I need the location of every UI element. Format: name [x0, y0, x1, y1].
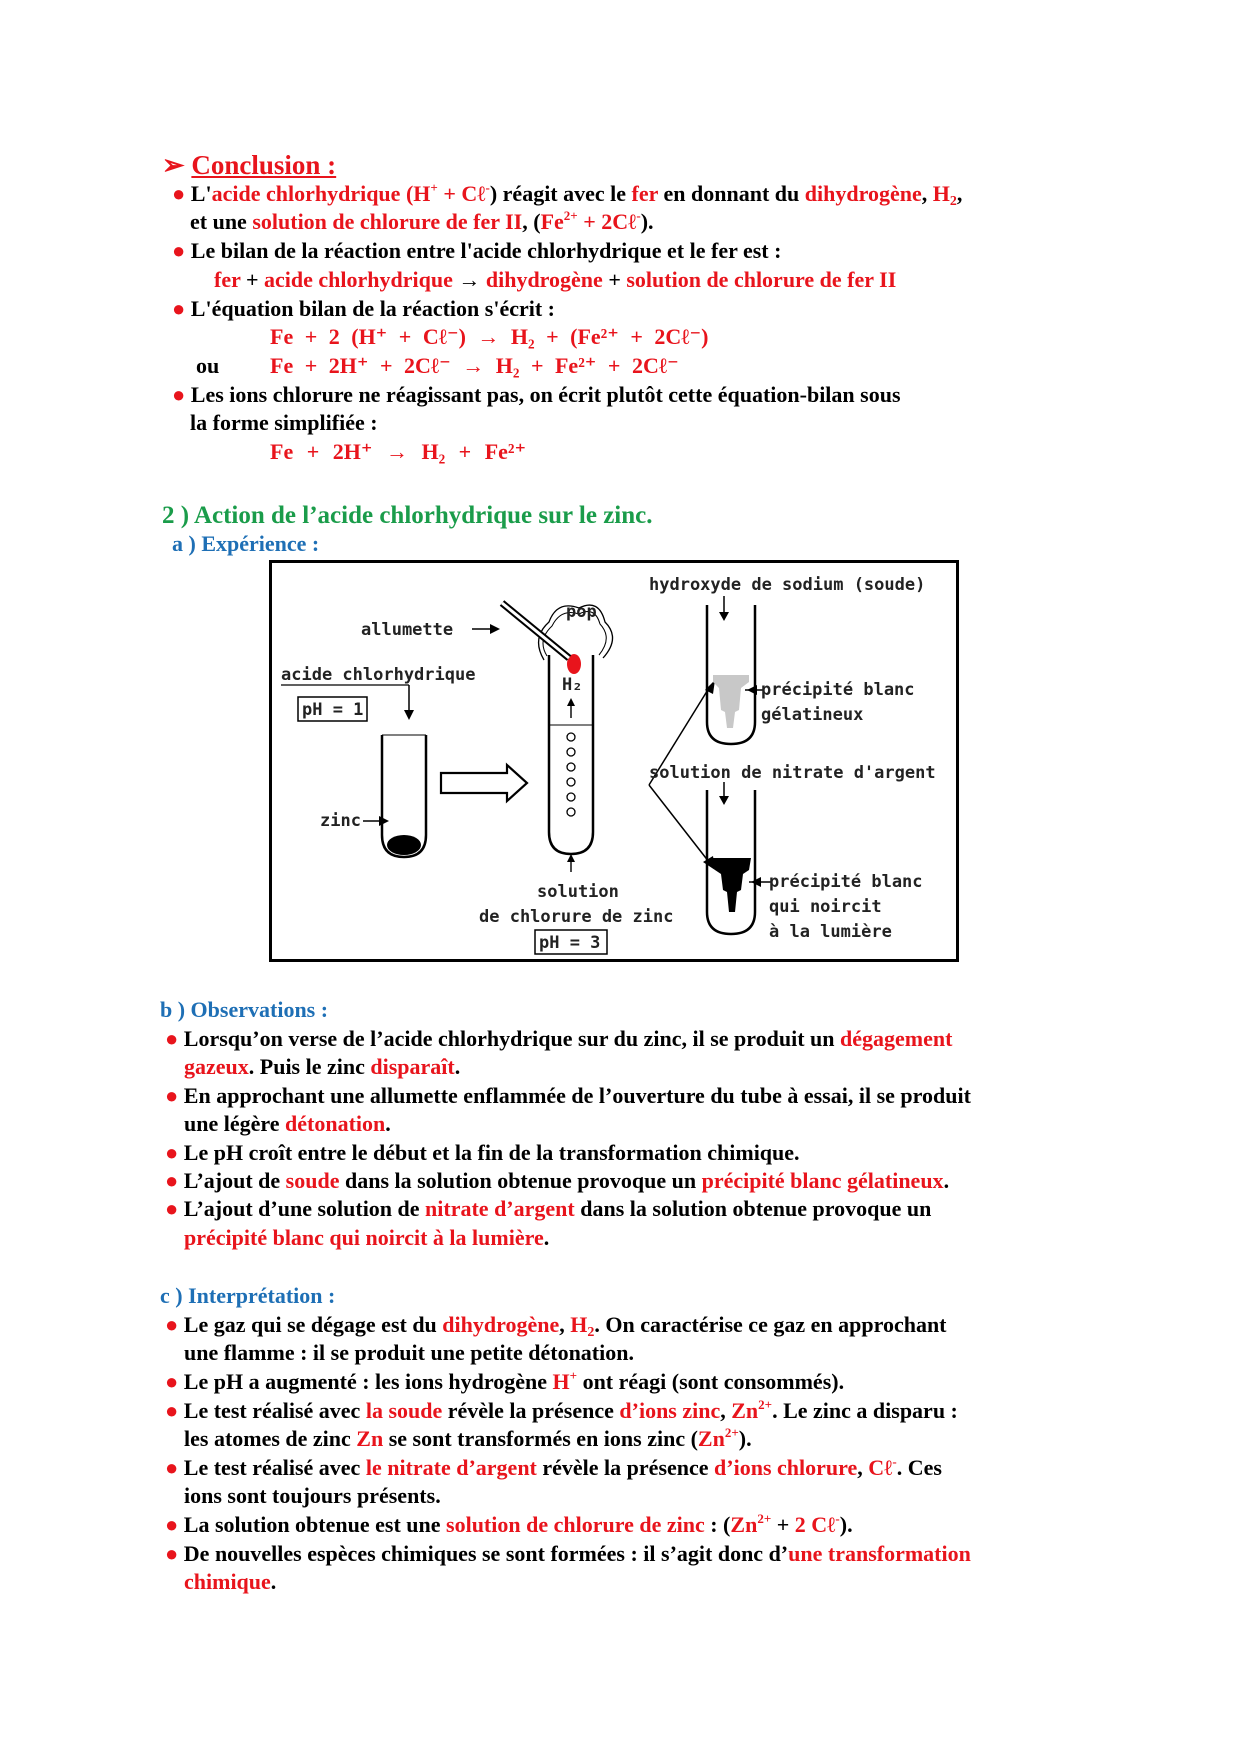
label-pop: pop — [566, 602, 597, 622]
label-acide: acide chlorhydrique — [281, 665, 476, 685]
observation-2-l2: une légère détonation. — [184, 1111, 391, 1136]
interpretation-3-l2: les atomes de zinc Zn se sont transformés en ions zinc $(Zn^{2+})$. — [184, 1425, 752, 1451]
label-nitrate: solution de nitrate d'argent — [649, 763, 936, 783]
conclusion-p3: ● Le bilan de la réaction entre l'acide chlorhydrique et le fer est : — [172, 238, 782, 263]
equation-2: Fe + 2H⁺ + 2Cℓ⁻ → H₂ + Fe²⁺ + 2Cℓ⁻ — [270, 353, 679, 378]
subsection-b-title: b ) Observations : — [160, 997, 329, 1022]
label-precipite2-l3: à la lumière — [769, 922, 892, 942]
label-allumette: allumette — [361, 620, 454, 640]
observation-3: ● Le pH croît entre le début et la fin de la transformation chimique. — [165, 1140, 800, 1165]
bullet-icon: ● — [165, 1140, 179, 1165]
conclusion-p1: ● L'acide chlorhydrique (H+ + Cℓ-) réagit avec le fer en donnant du dihydrogène, $H_2$, — [172, 180, 963, 209]
label-precipite2-l1: précipité blanc — [769, 872, 923, 892]
interpretation-4-l2: ions sont toujours présents. — [184, 1483, 441, 1508]
section-2-title: 2 ) Action de l’acide chlorhydrique sur le zinc. — [162, 502, 653, 529]
bullet-icon: ● — [172, 181, 186, 206]
interpretation-6: ● De nouvelles espèces chimiques se sont formées : il s’agit donc d’une transformation — [165, 1541, 971, 1566]
conclusion-title: Conclusion : — [191, 150, 337, 180]
observation-2: ● En approchant une allumette enflammée de l’ouverture du tube à essai, il se produit — [165, 1083, 971, 1108]
label-ph1: pH = 1 — [302, 700, 364, 720]
label-h2: H₂ — [562, 675, 583, 695]
observation-1-l2: gazeux. Puis le zinc disparaît. — [184, 1054, 461, 1079]
zinc-piece — [387, 835, 421, 855]
bullet-icon: ● — [172, 238, 186, 263]
ou-label: ou — [196, 353, 220, 378]
bullet-icon: ● — [165, 1455, 179, 1480]
observation-1: ● Lorsqu’on verse de l’acide chlorhydrique sur du zinc, il se produit un dégagement — [165, 1026, 953, 1051]
bullet-icon: ● — [172, 296, 186, 321]
label-hydroxyde: hydroxyde de sodium (soude) — [649, 575, 926, 595]
bullet-icon: ● — [165, 1312, 179, 1337]
interpretation-1: ● Le gaz qui se dégage est du dihydrogène, $H_2$. On caractérise ce gaz en approchant — [165, 1312, 947, 1340]
interpretation-5: ● La solution obtenue est une solution de chlorure de zinc : ($Zn^{2+} + 2$ Cℓ-). — [165, 1511, 853, 1537]
label-zinc: zinc — [320, 811, 361, 831]
equation-3: Fe + 2H⁺ → H₂ + Fe²⁺ — [270, 439, 527, 464]
label-precipite2-l2: qui noircit — [769, 897, 882, 917]
bullet-icon: ● — [165, 1369, 179, 1394]
label-solution-l2: de chlorure de zinc — [479, 907, 674, 927]
conclusion-p5: ● Les ions chlorure ne réagissant pas, on écrit plutôt cette équation-bilan sous — [172, 382, 901, 407]
bullet-icon: ● — [165, 1398, 179, 1423]
bullet-icon: ● — [165, 1512, 179, 1537]
conclusion-p2: et une solution de chlorure de fer II, ($Fe^{2+}$ + 2Cℓ-). — [190, 208, 654, 234]
subsection-c-title: c ) Interprétation : — [160, 1283, 336, 1308]
arrow-bullet-icon: ➢ — [162, 150, 185, 180]
interpretation-3: ● Le test réalisé avec la soude révèle la présence d’ions zinc, $Zn^{2+}$. Le zinc a disparu : — [165, 1397, 958, 1423]
bullet-icon: ● — [165, 1026, 179, 1051]
conclusion-heading — [162, 148, 336, 182]
observation-5: ● L’ajout d’une solution de nitrate d’argent dans la solution obtenue provoque un — [165, 1196, 932, 1221]
experiment-diagram — [269, 560, 959, 962]
subsection-a-title: a ) Expérience : — [172, 531, 320, 556]
bullet-icon: ● — [165, 1196, 179, 1221]
label-ph3: pH = 3 — [539, 933, 601, 953]
bullet-icon: ● — [165, 1083, 179, 1108]
interpretation-6-l2: chimique. — [184, 1569, 277, 1594]
conclusion-p4: ● L'équation bilan de la réaction s'écrit : — [172, 296, 555, 321]
observation-5-l2: précipité blanc qui noircit à la lumière. — [184, 1225, 550, 1250]
bilan-line: fer + acide chlorhydrique → dihydrogène + solution de chlorure de fer II — [214, 267, 897, 292]
interpretation-1-l2: une flamme : il se produit une petite détonation. — [184, 1340, 634, 1365]
bullet-icon: ● — [172, 382, 186, 407]
equation-1: Fe + 2 (H⁺ + Cℓ⁻) → H₂ + (Fe²⁺ + 2Cℓ⁻) — [270, 324, 709, 349]
interpretation-2: ● Le pH a augmenté : les ions hydrogène H+ ont réagi (sont consommés). — [165, 1368, 845, 1394]
label-precipite1-l1: précipité blanc — [761, 680, 915, 700]
observation-4: ● L’ajout de soude dans la solution obtenue provoque un précipité blanc gélatineux. — [165, 1168, 950, 1193]
bullet-icon: ● — [165, 1541, 179, 1566]
label-solution-l1: solution — [537, 882, 619, 902]
conclusion-p5-l2: la forme simplifiée : — [190, 410, 378, 435]
label-precipite1-l2: gélatineux — [761, 705, 864, 725]
bullet-icon: ● — [165, 1168, 179, 1193]
interpretation-4: ● Le test réalisé avec le nitrate d’argent révèle la présence d’ions chlorure, Cℓ-. Ces — [165, 1454, 942, 1480]
